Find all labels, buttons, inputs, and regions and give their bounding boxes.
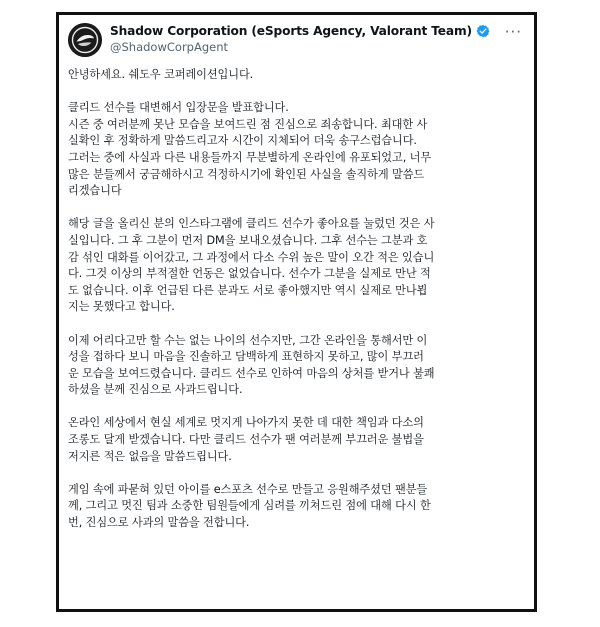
more-options-icon[interactable]: ···: [504, 23, 522, 41]
text-line: 감 섞인 대화를 이어갔고, 그 과정에서 다소 수위 높은 말이 오간 적은 있습니: [68, 250, 435, 264]
tweet-card: [56, 12, 537, 612]
tweet-paragraph: [68, 482, 524, 532]
handle[interactable]: @ShadowCorpAgent: [110, 40, 229, 54]
text-line: 지는 못했다고 합니다.: [68, 300, 175, 314]
text-line: 하셨을 분께 진심으로 사과드립니다.: [68, 383, 243, 397]
tweet-paragraph: [68, 333, 524, 399]
text-line: 안녕하세요. 쉐도우 코퍼레이션입니다.: [68, 68, 254, 81]
text-line: 저지른 적은 없음을 말씀드립니다.: [68, 449, 232, 463]
display-name[interactable]: Shadow Corporation (eSports Agency, Valorant Team): [110, 24, 472, 38]
text-line: 시즌 중 여러분께 못난 모습을 보여드린 점 진심으로 죄송합니다. 최대한 사: [68, 117, 428, 131]
text-line: 번, 진심으로 사과의 말씀을 전합니다.: [68, 516, 250, 530]
author-names: [110, 24, 492, 54]
tweet-header: [68, 21, 522, 61]
text-line: 다. 그것 이상의 부적절한 언동은 없었습니다. 선수가 그분을 실제로 만난 적: [68, 267, 431, 281]
text-line: 온라인 세상에서 현실 세계로 멋지게 나아가지 못한 데 대한 책임과 다소의: [68, 416, 424, 430]
text-line: 실입니다. 그 후 그분이 먼저 DM을 보내오셨습니다. 그후 선수는 그분과 호: [68, 233, 428, 247]
tweet-paragraph: [68, 100, 524, 200]
tweet-text: [68, 67, 524, 548]
text-line: 조롱도 달게 받겠습니다. 다만 클리드 선수가 팬 여러분께 부끄러운 불법을: [68, 433, 424, 447]
text-line: 클리드 선수를 대변해서 입장문을 발표합니다.: [68, 101, 289, 115]
text-line: 리겠습니다: [68, 184, 122, 198]
text-line: 그러는 중에 사실과 다른 내용들까지 무분별하게 온라인에 유포되었고, 너무: [68, 150, 432, 164]
text-line: 성을 접하다 보니 마음을 진솔하고 담백하게 표현하지 못하고, 많이 부끄러: [68, 350, 424, 364]
tweet-paragraph: [68, 216, 524, 316]
text-line: 게임 속에 파묻혀 있던 아이를 e스포츠 선수로 만들고 응원해주셨던 팬분들: [68, 482, 428, 496]
text-line: 이제 어리다고만 할 수는 없는 나이의 선수지만, 그간 온라인을 통해서만 이: [68, 333, 428, 347]
text-line: 도 없습니다. 이후 언급된 다른 분과도 서로 좋아했지만 역시 실제로 만나뵙: [68, 283, 428, 297]
shadow-corp-logo-icon: [68, 23, 102, 57]
text-line: 운 모습을 보여드렸습니다. 클리드 선수로 인하여 마음의 상처를 받거나 불쾌: [68, 366, 435, 380]
text-line: 많은 분들께서 궁금해하시고 걱정하시기에 확인된 사실을 솔직하게 말씀드: [68, 167, 425, 181]
text-line: 께, 그리고 멋진 팀과 소중한 팀원들에게 심려를 끼쳐드린 점에 대해 다시 한: [68, 499, 431, 513]
text-line: 해당 글을 올리신 분의 인스타그램에 클리드 선수가 좋아요를 눌렀던 것은 사: [68, 217, 435, 231]
tweet-paragraph: [68, 67, 524, 84]
verified-badge-icon: [476, 24, 490, 38]
tweet-paragraph: [68, 415, 524, 465]
avatar[interactable]: [68, 23, 102, 57]
text-line: 실확인 후 정확하게 말씀드리고자 시간이 지체되어 더욱 송구스럽습니다.: [68, 134, 417, 148]
